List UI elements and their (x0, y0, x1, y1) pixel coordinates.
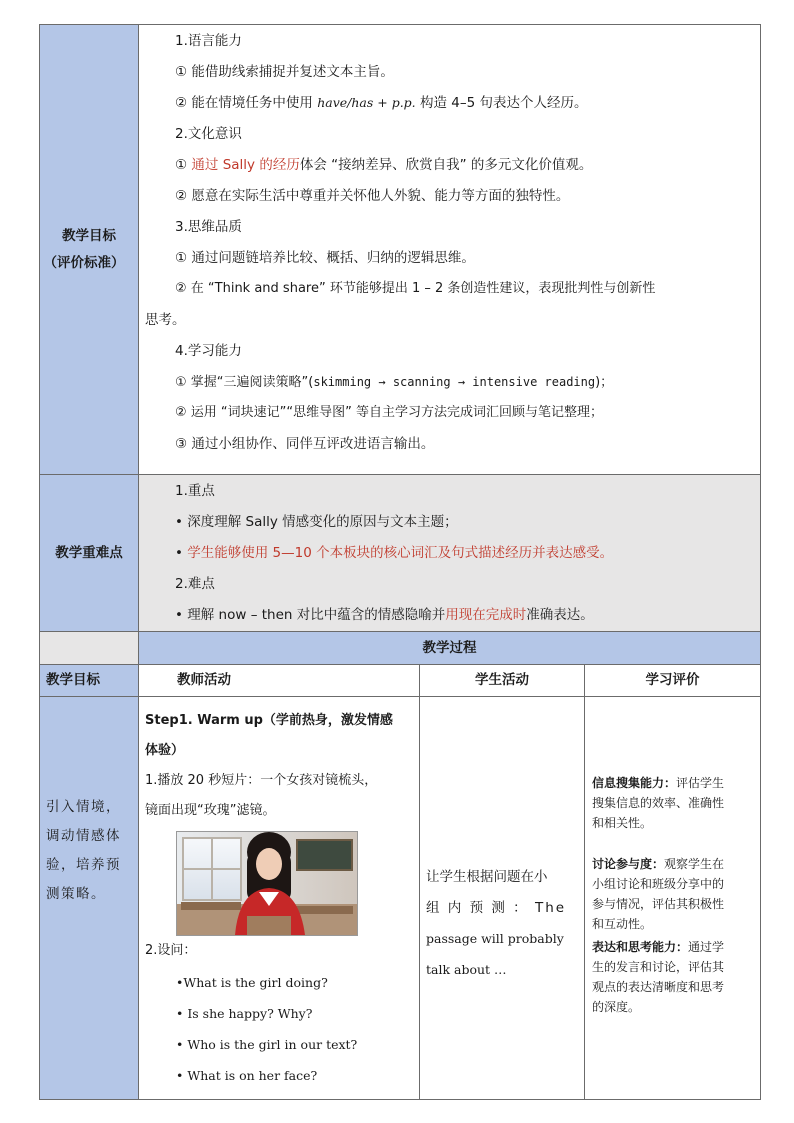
process-left-blank (39, 631, 139, 665)
objective-line: ③ 通过小组协作、同伴互评改进语言输出。 (175, 436, 435, 452)
question-item: • What is on her face? (176, 1068, 318, 1083)
objective-line: ② 能在情境任务中使用 have/has + p.p. 构造 4–5 句表达个人经历。 (175, 95, 588, 111)
student-line: talk about … (426, 962, 507, 977)
keypoint-bullet: • 理解 now – then 对比中蕴含的情感隐喻并用现在完成时准确表达。 (175, 607, 594, 623)
keypoints-heading-2: 2.难点 (175, 576, 215, 592)
question-item: • Is she happy? Why? (176, 1006, 313, 1021)
student-line: passage will probably (426, 931, 564, 946)
objective-line: ② 运用 “词块速记”“思维导图” 等自主学习方法完成词汇回顾与笔记整理； (175, 405, 603, 420)
student-line: 让学生根据问题在小 (426, 869, 548, 885)
goal-line: 测策略。 (46, 886, 106, 902)
keypoints-heading-1: 1.重点 (175, 483, 215, 499)
objectives-label-cell (39, 24, 139, 475)
girl-classroom-photo (176, 831, 358, 936)
lesson-plan-table (39, 24, 761, 1100)
step-title-cont: 体验） (145, 743, 185, 758)
goal-line: 调动情感体 (46, 828, 121, 844)
keypoints-label-cell (39, 474, 139, 632)
objective-line: ② 在 “Think and share” 环节能够提出 1 – 2 条创造性建议，表现批判性与创新性 (175, 281, 656, 296)
objectives-heading-4: 4.学习能力 (175, 343, 242, 359)
objectives-label-sub: （评价标准） (43, 254, 125, 271)
question-item: • Who is the girl in our text? (176, 1037, 358, 1052)
question-item: •What is the girl doing? (176, 975, 328, 990)
student-activity-cell (419, 696, 585, 1100)
objective-line: 思考。 (145, 312, 186, 328)
header-student: 学生活动 (419, 664, 585, 697)
student-line: 组 内 预 测 ： The (426, 900, 567, 916)
evaluation-block-3: 表达和思考能力：通过学 生的发言和讨论，评估其 观点的表达清晰度和思考 的深度。 (592, 940, 725, 1014)
objective-line: ① 掌握“三遍阅读策略”(skimming → scanning → intensive reading)； (175, 375, 614, 390)
keypoints-content-cell (138, 474, 761, 632)
process-title: 教学过程 (422, 639, 477, 656)
objectives-label: 教学目标 (62, 227, 116, 244)
process-title-cell (138, 631, 761, 665)
step-title: Step1. Warm up（学前热身，激发情感 (145, 713, 393, 728)
teacher-activity-cell (138, 696, 420, 1100)
teacher-item: 镜面出现“玫瑰”滤镜。 (145, 803, 276, 818)
header-goal: 教学目标 (39, 664, 139, 697)
objectives-heading-3: 3.思维品质 (175, 219, 242, 235)
evaluation-block-1: 信息搜集能力：评估学生 搜集信息的效率、准确性 和相关性。 (592, 776, 725, 830)
objective-line: ① 通过 Sally 的经历体会 “接纳差异、欣赏自我” 的多元文化价值观。 (175, 157, 593, 173)
evaluation-block-2: 讨论参与度：观察学生在 小组讨论和班级分享中的 参与情况，评估其积极性 和互动性。 (592, 857, 725, 931)
keypoints-label: 教学重难点 (55, 544, 123, 561)
objective-line: ① 通过问题链培养比较、概括、归纳的逻辑思维。 (175, 250, 475, 266)
objective-line: ① 能借助线索捕捉并复述文本主旨。 (175, 64, 394, 80)
objectives-heading-1: 1.语言能力 (175, 33, 242, 49)
header-evaluation: 学习评价 (584, 664, 761, 697)
objectives-heading-2: 2.文化意识 (175, 126, 242, 142)
goal-line: 引入情境， (46, 799, 121, 815)
goal-cell (39, 696, 139, 1100)
evaluation-cell (584, 696, 761, 1100)
keypoint-bullet: • 学生能够使用 5—10 个本板块的核心词汇及句式描述经历并表达感受。 (175, 545, 614, 561)
teacher-item: 1.播放 20 秒短片：一个女孩对镜梳头， (145, 773, 378, 788)
header-teacher: 教师活动 (138, 664, 420, 697)
teacher-item: 2.设问： (145, 943, 197, 958)
objective-line: ② 愿意在实际生活中尊重并关怀他人外貌、能力等方面的独特性。 (175, 188, 570, 204)
objectives-content-cell (138, 24, 761, 475)
keypoint-bullet: • 深度理解 Sally 情感变化的原因与文本主题； (175, 514, 458, 530)
goal-line: 验，培养预 (46, 857, 121, 873)
